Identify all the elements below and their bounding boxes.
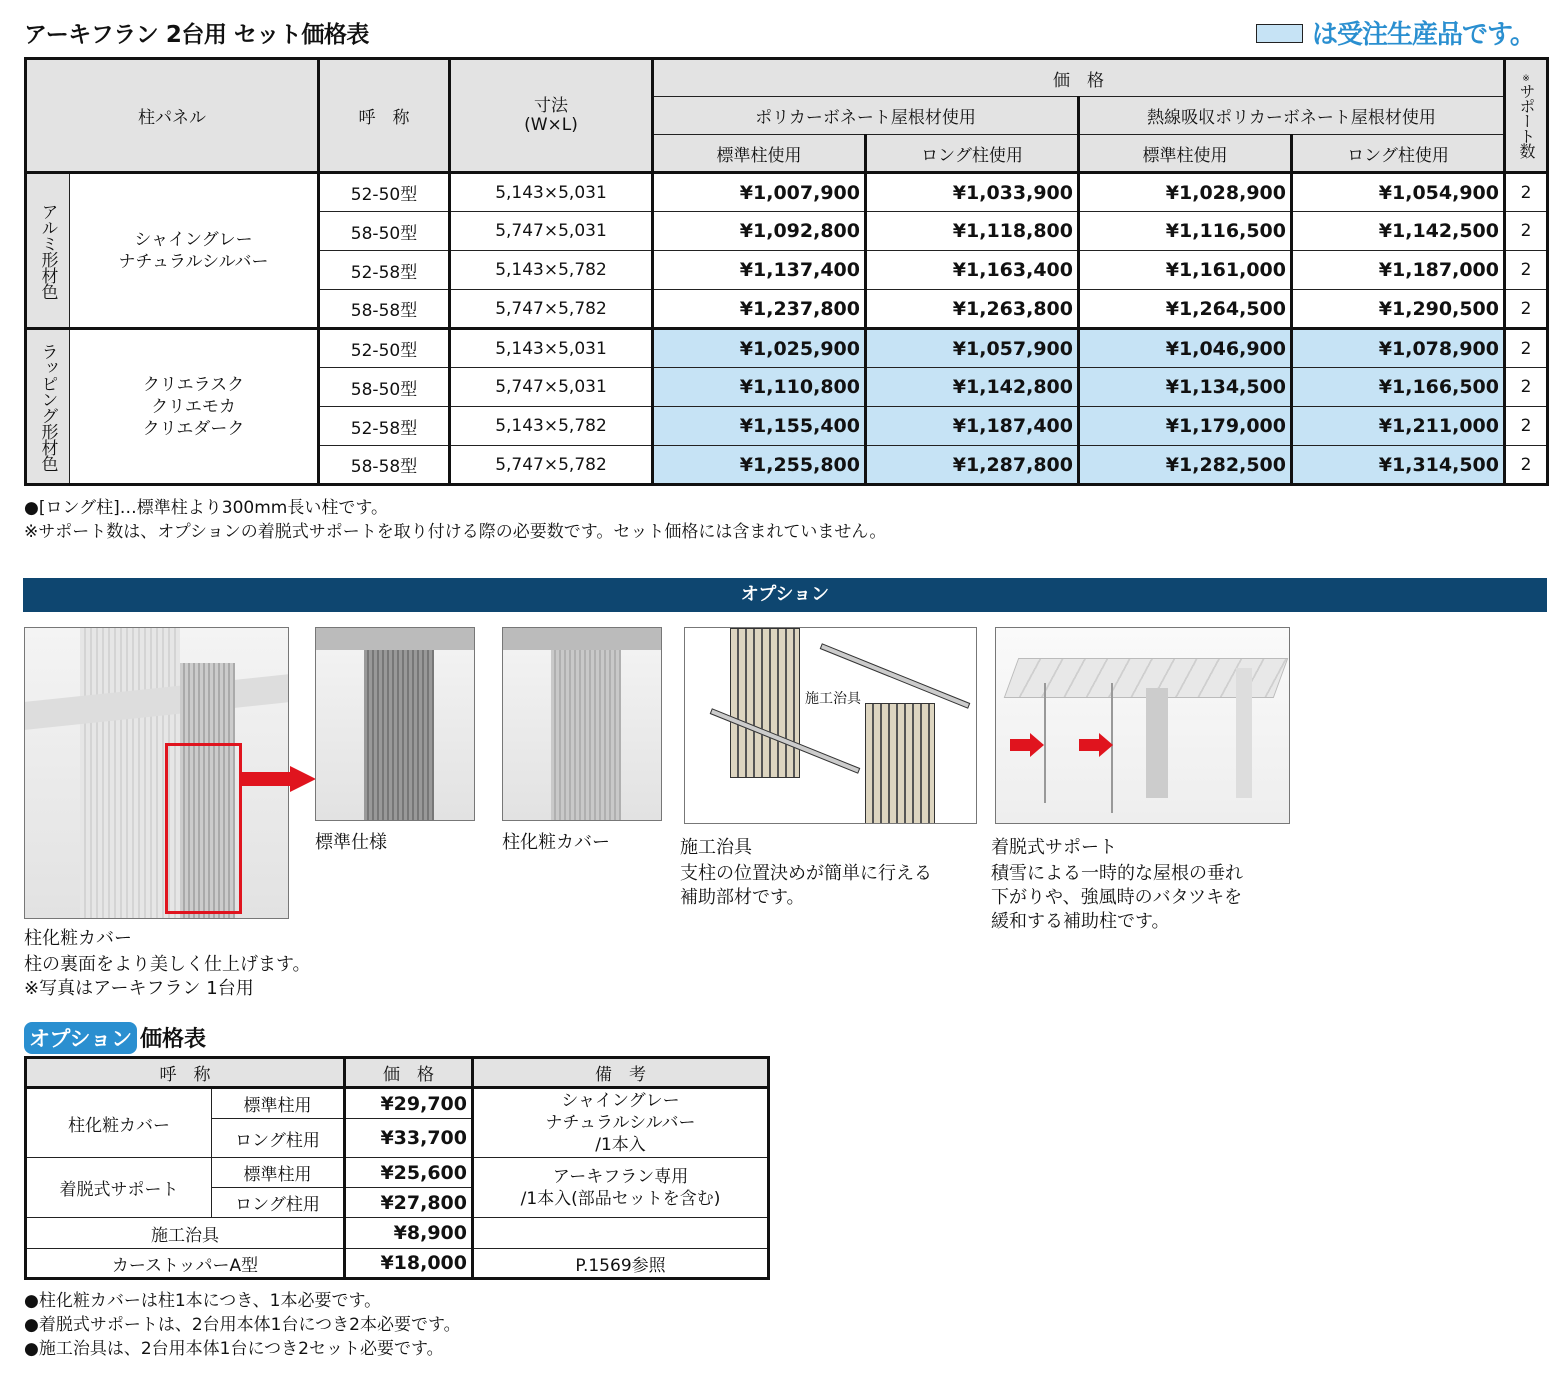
group-colors: シャイングレー ナチュラルシルバー xyxy=(70,173,319,329)
header-standard: 標準柱使用 xyxy=(1079,135,1292,173)
note-support: ※サポート数は、オプションの着脱式サポートを取り付ける際の必要数です。セット価格には含まれていません。 xyxy=(24,522,887,542)
header-remarks: 備 考 xyxy=(473,1058,769,1088)
item-price: ¥18,000 xyxy=(345,1249,473,1279)
item-name: 柱化粧カバー xyxy=(26,1088,212,1158)
header-size: 寸法 (W×L) xyxy=(450,59,653,173)
model-name: 58-58型 xyxy=(319,446,450,485)
set-price-table xyxy=(24,57,1549,486)
price-cell: ¥1,142,500 xyxy=(1292,212,1505,251)
item-variant: 標準柱用 xyxy=(212,1158,345,1188)
model-name: 52-58型 xyxy=(319,251,450,290)
header-name: 呼 称 xyxy=(319,59,450,173)
option-desc: 積雪による一時的な屋根の垂れ 下がりや、強風時のバタツキを 緩和する補助柱です。 xyxy=(991,863,1243,932)
option-title: 着脱式サポート xyxy=(991,837,1117,858)
option-price-table xyxy=(24,1056,770,1280)
model-name: 58-58型 xyxy=(319,290,450,329)
price-cell: ¥1,057,900 xyxy=(866,329,1079,368)
arrow-icon xyxy=(240,772,290,786)
header-name: 呼 称 xyxy=(26,1058,345,1088)
price-cell: ¥1,116,500 xyxy=(1079,212,1292,251)
option-desc: 支柱の位置決めが簡単に行える 補助部材です。 xyxy=(680,863,932,908)
support-count: 2 xyxy=(1505,290,1548,329)
item-name: 着脱式サポート xyxy=(26,1158,212,1218)
item-remarks: アーキフラン専用 /1本入(部品セットを含む) xyxy=(473,1158,769,1218)
legend-swatch xyxy=(1256,24,1303,43)
model-name: 58-50型 xyxy=(319,368,450,407)
price-cell: ¥1,263,800 xyxy=(866,290,1079,329)
item-variant: ロング柱用 xyxy=(212,1188,345,1218)
item-name: カーストッパーA型 xyxy=(26,1249,345,1279)
bottom-note: ●施工治具は、2台用本体1台につき2セット必要です。 xyxy=(24,1339,444,1359)
highlight-frame xyxy=(165,743,242,914)
item-variant: ロング柱用 xyxy=(212,1119,345,1158)
arrow-icon xyxy=(1010,739,1030,751)
price-cell: ¥1,211,000 xyxy=(1292,407,1505,446)
price-cell: ¥1,282,500 xyxy=(1079,446,1292,485)
item-remarks: シャイングレー ナチュラルシルバー /1本入 xyxy=(473,1088,769,1158)
model-size: 5,143×5,782 xyxy=(450,251,653,290)
header-long: ロング柱使用 xyxy=(866,135,1079,173)
table-row xyxy=(26,329,1548,368)
price-cell: ¥1,137,400 xyxy=(653,251,866,290)
item-remarks: P.1569参照 xyxy=(473,1249,769,1279)
price-cell: ¥1,046,900 xyxy=(1079,329,1292,368)
header-long: ロング柱使用 xyxy=(1292,135,1505,173)
option-price-title: 価格表 xyxy=(140,1027,207,1052)
price-cell: ¥1,264,500 xyxy=(1079,290,1292,329)
support-count: 2 xyxy=(1505,173,1548,212)
model-size: 5,747×5,031 xyxy=(450,368,653,407)
group-label: アルミ形材色 xyxy=(26,173,70,329)
option-title: 柱化粧カバー xyxy=(24,928,132,949)
support-count: 2 xyxy=(1505,212,1548,251)
options-banner: オプション xyxy=(23,578,1547,612)
model-size: 5,747×5,031 xyxy=(450,212,653,251)
price-cell: ¥1,161,000 xyxy=(1079,251,1292,290)
price-cell: ¥1,134,500 xyxy=(1079,368,1292,407)
page-title: アーキフラン 2台用 セット価格表 xyxy=(24,22,369,48)
installation-jig-illustration xyxy=(684,627,977,824)
price-cell: ¥1,092,800 xyxy=(653,212,866,251)
option-title: 施工治具 xyxy=(680,837,752,858)
item-price: ¥25,600 xyxy=(345,1158,473,1188)
pillar-cover-installed-photo xyxy=(502,627,662,821)
item-price: ¥29,700 xyxy=(345,1088,473,1119)
model-size: 5,143×5,031 xyxy=(450,329,653,368)
standard-spec-photo xyxy=(315,627,475,821)
jig-label: 施工治具 xyxy=(805,688,861,708)
support-count: 2 xyxy=(1505,329,1548,368)
item-name: 施工治具 xyxy=(26,1218,345,1249)
bottom-note: ●着脱式サポートは、2台用本体1台につき2本必要です。 xyxy=(24,1315,461,1335)
table-row xyxy=(26,173,1548,212)
support-count: 2 xyxy=(1505,446,1548,485)
price-cell: ¥1,166,500 xyxy=(1292,368,1505,407)
model-name: 52-50型 xyxy=(319,329,450,368)
price-cell: ¥1,287,800 xyxy=(866,446,1079,485)
price-cell: ¥1,025,900 xyxy=(653,329,866,368)
option-title: 標準仕様 xyxy=(315,832,387,853)
header-standard: 標準柱使用 xyxy=(653,135,866,173)
arrow-icon xyxy=(1030,733,1044,757)
price-cell: ¥1,078,900 xyxy=(1292,329,1505,368)
header-polycarbonate: ポリカーボネート屋根材使用 xyxy=(653,97,1079,135)
option-title: 柱化粧カバー xyxy=(502,832,610,853)
price-cell: ¥1,142,800 xyxy=(866,368,1079,407)
price-cell: ¥1,237,800 xyxy=(653,290,866,329)
header-price: 価 格 xyxy=(345,1058,473,1088)
removable-support-photo xyxy=(995,627,1290,824)
arrow-icon xyxy=(290,766,316,792)
price-cell: ¥1,314,500 xyxy=(1292,446,1505,485)
price-cell: ¥1,255,800 xyxy=(653,446,866,485)
price-cell: ¥1,054,900 xyxy=(1292,173,1505,212)
legend-text: は受注生産品です。 xyxy=(1312,20,1535,50)
group-colors: クリエラスク クリエモカ クリエダーク xyxy=(70,329,319,485)
arrow-icon xyxy=(1099,733,1113,757)
price-cell: ¥1,110,800 xyxy=(653,368,866,407)
item-remarks xyxy=(473,1218,769,1249)
note-long-pillar: ●[ロング柱]…標準柱より300mm長い柱です。 xyxy=(24,498,388,518)
price-cell: ¥1,007,900 xyxy=(653,173,866,212)
price-cell: ¥1,187,400 xyxy=(866,407,1079,446)
arrow-icon xyxy=(1079,739,1099,751)
support-count: 2 xyxy=(1505,407,1548,446)
price-cell: ¥1,179,000 xyxy=(1079,407,1292,446)
model-name: 52-50型 xyxy=(319,173,450,212)
item-price: ¥27,800 xyxy=(345,1188,473,1218)
price-cell: ¥1,155,400 xyxy=(653,407,866,446)
model-name: 52-58型 xyxy=(319,407,450,446)
model-size: 5,747×5,782 xyxy=(450,290,653,329)
support-count: 2 xyxy=(1505,368,1548,407)
option-badge: オプション xyxy=(24,1022,137,1054)
price-cell: ¥1,118,800 xyxy=(866,212,1079,251)
model-size: 5,143×5,031 xyxy=(450,173,653,212)
header-price: 価 格 xyxy=(653,59,1505,97)
model-size: 5,747×5,782 xyxy=(450,446,653,485)
header-heat-absorbing: 熱線吸収ポリカーボネート屋根材使用 xyxy=(1079,97,1505,135)
item-price: ¥33,700 xyxy=(345,1119,473,1158)
model-name: 58-50型 xyxy=(319,212,450,251)
price-cell: ¥1,033,900 xyxy=(866,173,1079,212)
header-support: ※サポート数 xyxy=(1505,59,1548,173)
price-cell: ¥1,290,500 xyxy=(1292,290,1505,329)
support-count: 2 xyxy=(1505,251,1548,290)
item-price: ¥8,900 xyxy=(345,1218,473,1249)
group-label: ラッピング形材色 xyxy=(26,329,70,485)
header-panel: 柱パネル xyxy=(26,59,319,173)
price-cell: ¥1,163,400 xyxy=(866,251,1079,290)
price-cell: ¥1,187,000 xyxy=(1292,251,1505,290)
price-cell: ¥1,028,900 xyxy=(1079,173,1292,212)
model-size: 5,143×5,782 xyxy=(450,407,653,446)
bottom-note: ●柱化粧カバーは柱1本につき、1本必要です。 xyxy=(24,1291,382,1311)
item-variant: 標準柱用 xyxy=(212,1088,345,1119)
option-desc: 柱の裏面をより美しく仕上げます。 ※写真はアーキフラン 1台用 xyxy=(24,954,311,999)
